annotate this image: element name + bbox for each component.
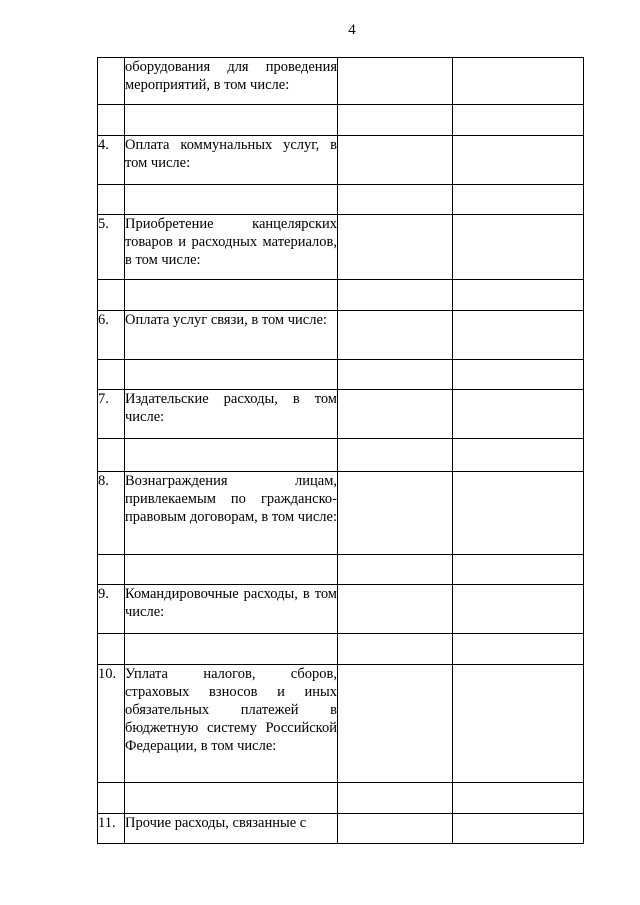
blank-cell bbox=[98, 280, 125, 311]
row-number: 11. bbox=[98, 814, 125, 844]
blank-cell bbox=[338, 555, 453, 585]
table-row-blank bbox=[98, 634, 584, 665]
table-row-blank bbox=[98, 280, 584, 311]
value-cell bbox=[453, 136, 584, 185]
blank-cell bbox=[338, 185, 453, 215]
blank-cell bbox=[453, 185, 584, 215]
value-cell bbox=[338, 665, 453, 783]
table-row-blank bbox=[98, 555, 584, 585]
row-number: 4. bbox=[98, 136, 125, 185]
blank-cell bbox=[125, 280, 338, 311]
row-description: Оплата услуг связи, в том числе: bbox=[125, 311, 338, 360]
blank-cell bbox=[98, 185, 125, 215]
value-cell bbox=[453, 665, 584, 783]
row-description: Издательские расходы, в том числе: bbox=[125, 390, 338, 439]
blank-cell bbox=[98, 555, 125, 585]
blank-cell bbox=[125, 555, 338, 585]
blank-cell bbox=[453, 280, 584, 311]
value-cell bbox=[453, 814, 584, 844]
table-row bbox=[98, 814, 584, 844]
table-row-blank bbox=[98, 185, 584, 215]
blank-cell bbox=[338, 360, 453, 390]
value-cell bbox=[453, 472, 584, 555]
table-row-blank bbox=[98, 105, 584, 136]
table-row bbox=[98, 472, 584, 555]
blank-cell bbox=[338, 439, 453, 472]
blank-cell bbox=[338, 105, 453, 136]
blank-cell bbox=[453, 105, 584, 136]
value-cell bbox=[338, 472, 453, 555]
table-row bbox=[98, 585, 584, 634]
row-number: 6. bbox=[98, 311, 125, 360]
row-description: Приобретение канцелярских товаров и расходных материалов, в том числе: bbox=[125, 215, 338, 280]
blank-cell bbox=[98, 634, 125, 665]
row-description: Командировочные расходы, в том числе: bbox=[125, 585, 338, 634]
value-cell bbox=[338, 585, 453, 634]
blank-cell bbox=[453, 783, 584, 814]
row-number: 10. bbox=[98, 665, 125, 783]
table-row-blank bbox=[98, 783, 584, 814]
blank-cell bbox=[98, 439, 125, 472]
value-cell bbox=[338, 311, 453, 360]
value-cell bbox=[453, 585, 584, 634]
row-number bbox=[98, 58, 125, 105]
blank-cell bbox=[453, 439, 584, 472]
table-row bbox=[98, 665, 584, 783]
row-description: Оплата коммунальных услуг, в том числе: bbox=[125, 136, 338, 185]
table-row bbox=[98, 136, 584, 185]
value-cell bbox=[338, 58, 453, 105]
row-description: Прочие расходы, связанные с bbox=[125, 814, 338, 844]
blank-cell bbox=[125, 185, 338, 215]
blank-cell bbox=[125, 105, 338, 136]
blank-cell bbox=[125, 634, 338, 665]
blank-cell bbox=[98, 783, 125, 814]
blank-cell bbox=[453, 555, 584, 585]
value-cell bbox=[338, 390, 453, 439]
value-cell bbox=[338, 136, 453, 185]
blank-cell bbox=[338, 783, 453, 814]
blank-cell bbox=[125, 439, 338, 472]
row-number: 9. bbox=[98, 585, 125, 634]
table-row bbox=[98, 390, 584, 439]
row-number: 5. bbox=[98, 215, 125, 280]
table-row-blank bbox=[98, 360, 584, 390]
blank-cell bbox=[125, 360, 338, 390]
value-cell bbox=[453, 311, 584, 360]
expense-table bbox=[97, 57, 584, 844]
value-cell bbox=[453, 58, 584, 105]
page-number: 4 bbox=[348, 22, 356, 38]
table-row bbox=[98, 58, 584, 105]
blank-cell bbox=[453, 360, 584, 390]
table-row-blank bbox=[98, 439, 584, 472]
value-cell bbox=[453, 215, 584, 280]
table-row bbox=[98, 311, 584, 360]
blank-cell bbox=[98, 105, 125, 136]
row-description: Вознаграждения лицам, привлекаемым по гражданско-правовым договорам, в том числе: bbox=[125, 472, 338, 555]
table-row bbox=[98, 215, 584, 280]
value-cell bbox=[338, 215, 453, 280]
row-description: Уплата налогов, сборов, страховых взносов и иных обязательных платежей в бюджетную систему Российской Федерации, в том числе: bbox=[125, 665, 338, 783]
blank-cell bbox=[98, 360, 125, 390]
row-description: оборудования для проведения мероприятий, в том числе: bbox=[125, 58, 338, 105]
blank-cell bbox=[338, 280, 453, 311]
blank-cell bbox=[338, 634, 453, 665]
blank-cell bbox=[125, 783, 338, 814]
row-number: 7. bbox=[98, 390, 125, 439]
row-number: 8. bbox=[98, 472, 125, 555]
blank-cell bbox=[453, 634, 584, 665]
value-cell bbox=[338, 814, 453, 844]
value-cell bbox=[453, 390, 584, 439]
